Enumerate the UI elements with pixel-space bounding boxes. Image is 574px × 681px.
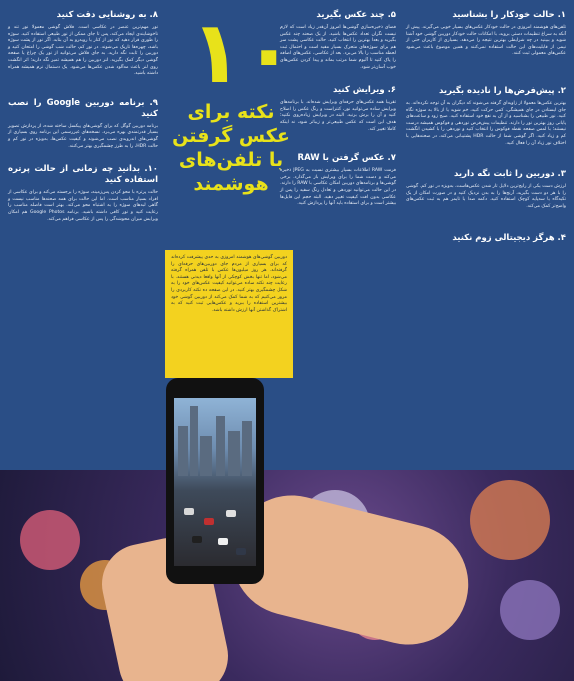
section-title-1: ۱. حالت خودکار را بشناسید [452,10,566,20]
bokeh-light [470,480,550,560]
middle-column [280,8,396,210]
poster-headline: نکته برای عکس گرفتن با تلفن‌های هوشمند [172,101,290,195]
intro-text: دوربین گوشی‌های هوشمند امروزی به حدی پیشرفت کرده‌اند که برای بسیاری از مردم جای دوربین‌های حرفه‌ای را گرفته‌اند. هر روز میلیون‌ها عکس با تلفن همراه گرفته می‌شود، اما تنها بخش کوچکی از آنها واقعا دیدنی هستند. با رعایت چند نکته ساده می‌توانید کیفیت عکس‌های خود را به شکل چشمگیری بهتر کنید. در این صفحه ده نکته کاربردی را مرور می‌کنیم که به شما کمک می‌کند از دوربین گوشی خود بیشترین استفاده را ببرید و عکس‌هایی ثبت کنید که به اشتراک گذاشتن آنها ارزش داشته باشد. [171,255,287,313]
smartphone [166,378,264,584]
section-title-3: ۳. دوربین را ثابت نگه دارید [453,169,566,180]
car [184,508,194,515]
building [200,436,212,476]
building [190,406,198,476]
section-body-5: فضای ذخیره‌سازی گوشی‌ها امروز آن‌قدر زیاد است که لازم نیست نگران تعداد عکس‌ها باشید. از یک صحنه چند عکس بگیرید و بعدا بهترین را انتخاب کنید. حالت عکاسی پشت سر هم برای سوژه‌های متحرک بسیار مفید است و احتمال ثبت لحظه مناسب را بالا می‌برد. بعد از عکاسی، عکس‌های اضافه را پاک کنید تا آلبوم شما مرتب بماند و پیدا کردن عکس‌های خوب آسان‌تر شود. [280,25,396,70]
section-title-4: ۴. هرگز دیجیتالی زوم نکنید [452,232,566,243]
section-body-7: فرمت RAW اطلاعات بسیار بیشتری نسبت به JPEG ذخیره می‌کند و دست شما را برای ویرایش باز می‌گذارد. برخی گوشی‌ها و برنامه‌های دوربین امکان عکاسی با RAW را دارند. در این حالت می‌توانید نوردهی و تعادل رنگ سفید را پس از عکاسی بدون افت کیفیت تغییر دهید. البته حجم این فایل‌ها بیشتر است و برای استفاده باید آنها را پردازش کنید. [280,168,397,207]
hands-holding-phone-photo [0,470,574,681]
building [242,421,252,476]
section-title-5: ۵. چند عکس بگیرید [316,10,396,20]
big-number-ten: ۱۰ [190,3,295,103]
section-title-7: ۷. عکس گرفتن با RAW [297,153,396,164]
section-body-3: لرزش دست یکی از رایج‌ترین دلایل تار شدن عکس‌هاست، به‌ویژه در نور کم. گوشی را با هر دو دست بگیرید، آرنج‌ها را به بدن نزدیک کنید و در صورت امکان از یک تکیه‌گاه یا سه‌پایه کوچک استفاده کنید. دکمه صدا یا تایمر هم به ثبت عکس‌های واضح‌تر کمک می‌کند. [406,184,566,209]
right-column [406,8,566,248]
section-body-6: تقریبا همه عکس‌های حرفه‌ای ویرایش شده‌اند. با برنامه‌های ویرایش ساده می‌توانید نور، کنتراست و رنگ عکس را اصلاح کنید و آن را برش بزنید. البته در ویرایش زیاده‌روی نکنید؛ هدف این است که عکس طبیعی‌تر و زیباتر شود، نه اینکه کاملا تغییر کند. [280,100,396,132]
section-title-8: ۸. به روشنایی دقت کنید [56,10,158,20]
phone-screen-city-traffic [174,398,256,566]
section-body-1: تلفن‌های هوشمند امروزی در حالت خودکار عکس‌های بسیار خوبی می‌گیرند. پیش از آنکه به سراغ تنظیمات دستی بروید، با امکانات حالت خودکار دوربین گوشی خود آشنا شوید و ببینید در چه شرایطی بهترین نتیجه را می‌دهد. بسیاری از کاربران حتی از نیمی از قابلیت‌های این حالت استفاده نمی‌کنند و همین موضوع باعث می‌شود عکس‌های معمولی ثبت کنند. [406,25,566,57]
bokeh-light [20,510,80,570]
section-body-2: بهترین عکس‌ها معمولا از زاویه‌ای گرفته می‌شوند که دیگران به آن توجه نکرده‌اند. به جای ایستادن در جای همیشگی، کمی حرکت کنید، خم شوید یا از بالا به سوژه نگاه کنید. نور طبیعی را بشناسید و از آن به نفع خود استفاده کنید. صبح زود و ساعت‌های پایانی روز بهترین نور را دارند. تنظیمات پیش‌فرض نوردهی و فوکوس همیشه درست نیستند؛ با لمس صفحه نقطه فوکوس را انتخاب کنید و نوردهی را با کشیدن انگشت کم و زیاد کنید. اگر گوشی شما از حالت HDR پشتیبانی می‌کند، در صحنه‌هایی با اختلاف نور زیاد آن را فعال کنید. [406,100,566,146]
car [236,548,246,555]
car [192,536,202,543]
section-body-9: برنامه دوربین گوگل که برای گوشی‌های پیکسل ساخته شده، از پردازش تصویر بسیار قدرتمندی بهره می‌برد. نسخه‌های غیررسمی این برنامه روی بسیاری از گوشی‌های اندرویدی نصب می‌شوند و کیفیت عکس‌ها، به‌ویژه در نور کم و حالت HDR، را به طرز چشمگیری بهتر می‌کنند. [8,123,158,149]
car [226,510,236,517]
section-title-6: ۶. ویرایش کنید [332,85,396,96]
bokeh-light [500,580,560,640]
section-title-9: ۹. برنامه دوربین Google را نصب کنید [8,97,158,119]
section-body-8: نور مهم‌ترین عنصر در عکاسی است. فلاش گوشی معمولا نور تند و ناخوشایندی ایجاد می‌کند، پس تا جای ممکن از نور طبیعی استفاده کنید. سوژه را طوری قرار دهید که نور از کنار یا روبه‌رو به آن بتابد. اگر نور از پشت سوژه باشد، چهره‌ها تاریک می‌شوند. در نور کم، حالت شب گوشی را امتحان کنید و دوربین را ثابت نگه دارید. به جای فلاش می‌توانید از نور یک چراغ یا صفحه گوشی دیگر کمک بگیرید. لنز دوربین را هم همیشه تمیز نگه دارید؛ اثر انگشت روی لنز باعث مه‌آلود شدن عکس‌ها می‌شود. یک دستمال نرم همیشه همراه داشته باشید. [8,25,158,77]
section-title-10: ۱۰. بدانید چه زمانی از حالت پرتره استفاده کنید [8,164,158,186]
left-column [8,8,158,225]
building [216,416,225,476]
building [228,431,240,476]
car [204,518,214,525]
section-title-2: ۲. پیش‌فرض‌ها را نادیده بگیرید [439,85,566,96]
section-body-10: حالت پرتره با محو کردن پس‌زمینه، سوژه را برجسته می‌کند و برای عکاسی از افراد بسیار مناسب است. اما این حالت برای همه صحنه‌ها مناسب نیست و گاهی لبه‌های سوژه را به اشتباه محو می‌کند. بهتر است فاصله مناسب را رعایت کنید و نور کافی داشته باشید. برنامه Google Photos هم امکان ویرایش میزان محوشدگی را پس از عکاسی فراهم می‌کند. [8,190,158,222]
car [218,538,228,545]
building [178,426,188,476]
intro-box [165,250,293,378]
